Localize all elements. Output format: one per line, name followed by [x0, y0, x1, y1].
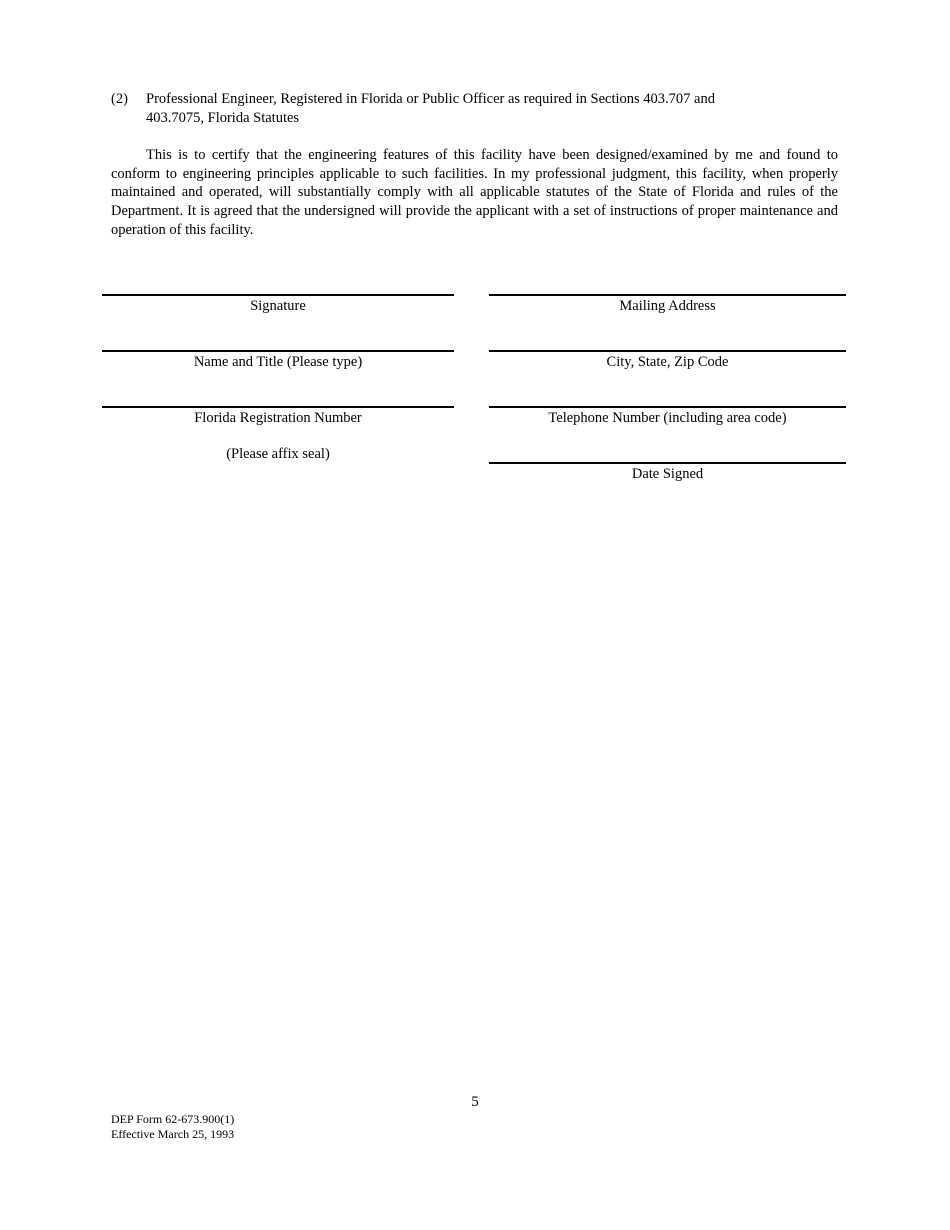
section-number: (2)	[111, 91, 128, 107]
date-signed-label: Date Signed	[631, 466, 704, 482]
mailing-address-line[interactable]	[489, 294, 846, 296]
section-title	[146, 90, 841, 127]
section-title-line-2: 403.7075, Florida Statutes	[146, 109, 300, 126]
registration-number-label: Florida Registration Number	[194, 410, 362, 426]
certification-paragraph: This is to certify that the engineering features of this facility have been designed/examined by me and found to conform to engineering principles applicable to such facilities. In my professional judgment, this facility, when properly maintained and operated, will substantially comply with all applicable statutes of the State of Florida and rules of the Department. It is agreed that the undersigned will provide the applicant with a set of instructions of proper maintenance and operation of this facility.	[111, 147, 838, 238]
page-number: 5	[471, 1094, 479, 1110]
date-signed-line[interactable]	[489, 462, 846, 464]
city-state-zip-line[interactable]	[489, 350, 846, 352]
section-heading	[111, 90, 841, 127]
mailing-address-label: Mailing Address	[619, 298, 716, 314]
telephone-number-label: Telephone Number (including area code)	[548, 410, 787, 426]
registration-number-line[interactable]	[102, 406, 454, 408]
city-state-zip-label: City, State, Zip Code	[606, 354, 729, 370]
name-title-label: Name and Title (Please type)	[193, 354, 363, 370]
signature-label: Signature	[250, 298, 306, 314]
effective-date: Effective March 25, 1993	[111, 1126, 235, 1141]
section-title-line-1: Professional Engineer, Registered in Florida or Public Officer as required in Sections 403.707 and	[146, 91, 715, 107]
seal-note: (Please affix seal)	[226, 446, 330, 462]
form-identifier	[111, 1112, 234, 1141]
telephone-number-line[interactable]	[489, 406, 846, 408]
signature-line[interactable]	[102, 294, 454, 296]
name-title-line[interactable]	[102, 350, 454, 352]
form-number: DEP Form 62-673.900(1)	[111, 1112, 235, 1126]
